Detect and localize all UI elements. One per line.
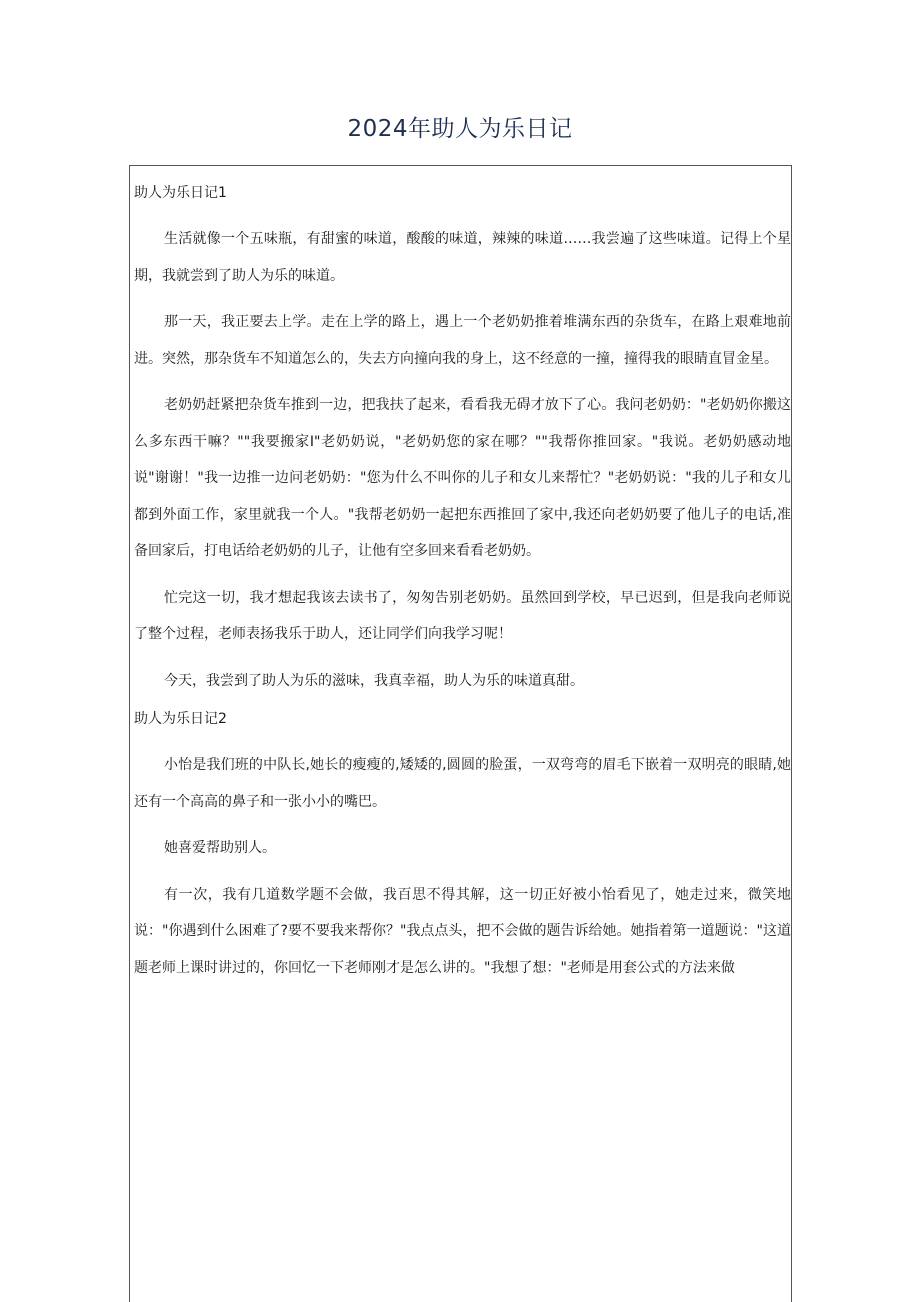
document-body: [130, 166, 791, 986]
page-title: 2024年助人为乐日记: [347, 116, 573, 142]
paragraph: 忙完这一切，我才想起我该去读书了，匆匆告别老奶奶。虽然回到学校，早已迟到，但是我向老师说了整个过程，老师表扬我乐于助人，还让同学们向我学习呢！: [134, 589, 791, 642]
paragraph: 今天，我尝到了助人为乐的滋味，我真幸福，助人为乐的味道真甜。: [164, 672, 584, 689]
paragraph: 有一次，我有几道数学题不会做，我百思不得其解，这一切正好被小怡看见了，她走过来，微笑地说："你遇到什么困难了?要不要我来帮你？"我点点头，把不会做的题告诉给她。她指着第一道题说："这道题老师上课时讲过的，你回忆一下老师刚才是怎么讲的。"我想了想："老师是用套公式的方法来做: [134, 886, 791, 976]
paragraph: 生活就像一个五味瓶，有甜蜜的味道，酸酸的味道，辣辣的味道……我尝遍了这些味道。记得上个星期，我就尝到了助人为乐的味道。: [134, 231, 791, 284]
paragraph: 她喜爱帮助别人。: [164, 840, 276, 856]
section-heading: 助人为乐日记2: [134, 711, 227, 727]
content-frame: [129, 165, 792, 1302]
paragraph: 老奶奶赶紧把杂货车推到一边，把我扶了起来，看看我无碍才放下了心。我问老奶奶："老奶奶你搬这么多东西干嘛？""我要搬家I"老奶奶说，"老奶奶您的家在哪？""我帮你推回家。"我说。老奶奶感动地说"谢谢！"我一边推一边问老奶奶："您为什么不叫你的儿子和女儿来帮忙？"老奶奶说："我的儿子和女儿都到外面工作，家里就我一个人。"我帮老奶奶一起把东西推回了家中,我还向老奶奶要了他儿子的电话,准备回家后，打电话给老奶奶的儿子，让他有空多回来看看老奶奶。: [134, 397, 791, 559]
section-heading: 助人为乐日记1: [134, 185, 227, 201]
paragraph: 那一天，我正要去上学。走在上学的路上，遇上一个老奶奶推着堆满东西的杂货车，在路上艰难地前进。突然，那杂货车不知道怎么的，失去方向撞向我的身上，这不经意的一撞，撞得我的眼睛直冒金星。: [134, 314, 791, 367]
paragraph: 小怡是我们班的中队长,她长的瘦瘦的,矮矮的,圆圆的脸蛋，一双弯弯的眉毛下嵌着一双明亮的眼睛,她还有一个高高的鼻子和一张小小的嘴巴。: [134, 757, 791, 810]
